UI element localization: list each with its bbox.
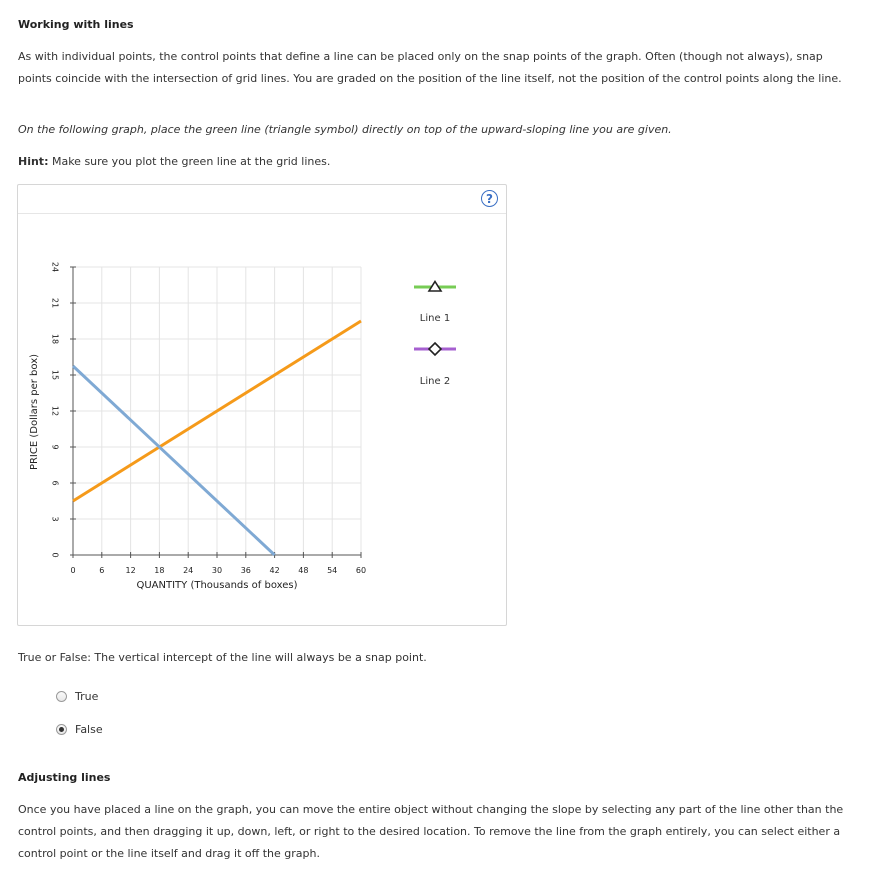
y-tick-label: 24 (50, 261, 60, 273)
legend-line-2-label: Line 2 (419, 376, 451, 387)
diamond-icon[interactable] (429, 343, 441, 355)
hint-body: Make sure you plot the green line at the grid lines. (48, 155, 331, 168)
option-true-label[interactable]: True (75, 689, 99, 703)
x-axis-label: QUANTITY (Thousands of boxes) (136, 580, 298, 591)
adjusting-line-3: control point or the line itself and drag it off the graph. (18, 847, 320, 860)
x-tick-label: 12 (125, 566, 136, 575)
y-tick-label: 0 (50, 552, 60, 558)
help-icon[interactable]: ? (481, 190, 498, 207)
y-tick-label: 6 (50, 480, 60, 486)
instruction-text: On the following graph, place the green line (triangle symbol) directly on top of the upward-sloping line you are given. (18, 123, 672, 136)
y-tick-label: 18 (50, 333, 60, 345)
y-tick-label: 3 (50, 516, 60, 522)
x-tick-label: 48 (298, 566, 309, 575)
x-tick-label: 54 (327, 566, 338, 575)
adjusting-line-2: control points, and then dragging it up, down, left, or right to the desired location. To remove the line from the graph entirely, you can select either a (18, 825, 841, 838)
section-title-adjusting-lines: Adjusting lines (18, 771, 111, 784)
intro-line-2: points coincide with the intersection of grid lines. You are graded on the position of the line itself, not the position of the control points along the line. (18, 72, 842, 85)
legend-line-1-label: Line 1 (419, 313, 451, 324)
option-false[interactable] (56, 721, 103, 737)
question-text: True or False: The vertical intercept of the line will always be a snap point. (18, 651, 427, 664)
legend-line-2[interactable] (414, 343, 456, 387)
hint-label: Hint: (18, 155, 49, 168)
radio-false[interactable] (56, 724, 67, 735)
adjusting-line-1: Once you have placed a line on the graph, you can move the entire object without changing the slope by selecting any part of the line other than the (18, 803, 844, 816)
x-tick-label: 0 (70, 566, 76, 575)
x-tick-label: 60 (355, 566, 367, 575)
x-tick-label: 6 (99, 566, 105, 575)
x-tick-label: 30 (211, 566, 223, 575)
option-false-label[interactable]: False (75, 722, 103, 736)
y-tick-label: 21 (50, 297, 60, 309)
x-tick-label: 24 (183, 566, 194, 575)
y-tick-label: 12 (50, 405, 60, 417)
section-title-working-with-lines: Working with lines (18, 18, 134, 31)
x-tick-label: 42 (269, 566, 280, 575)
legend-line-1[interactable] (414, 282, 456, 325)
y-axis-label: PRICE (Dollars per box) (29, 353, 40, 471)
option-true[interactable] (56, 688, 98, 704)
x-tick-label: 18 (154, 566, 165, 575)
intro-line-1: As with individual points, the control points that define a line can be placed only on the snap points of the graph. Often (though not always), snap (18, 50, 823, 63)
graph-svg (0, 0, 505, 624)
x-tick-label: 36 (240, 566, 251, 575)
adjusting-paragraph (18, 799, 843, 865)
y-tick-label: 15 (50, 369, 60, 381)
y-tick-label: 9 (50, 444, 60, 450)
ticks (51, 262, 367, 575)
radio-true[interactable] (56, 691, 67, 702)
